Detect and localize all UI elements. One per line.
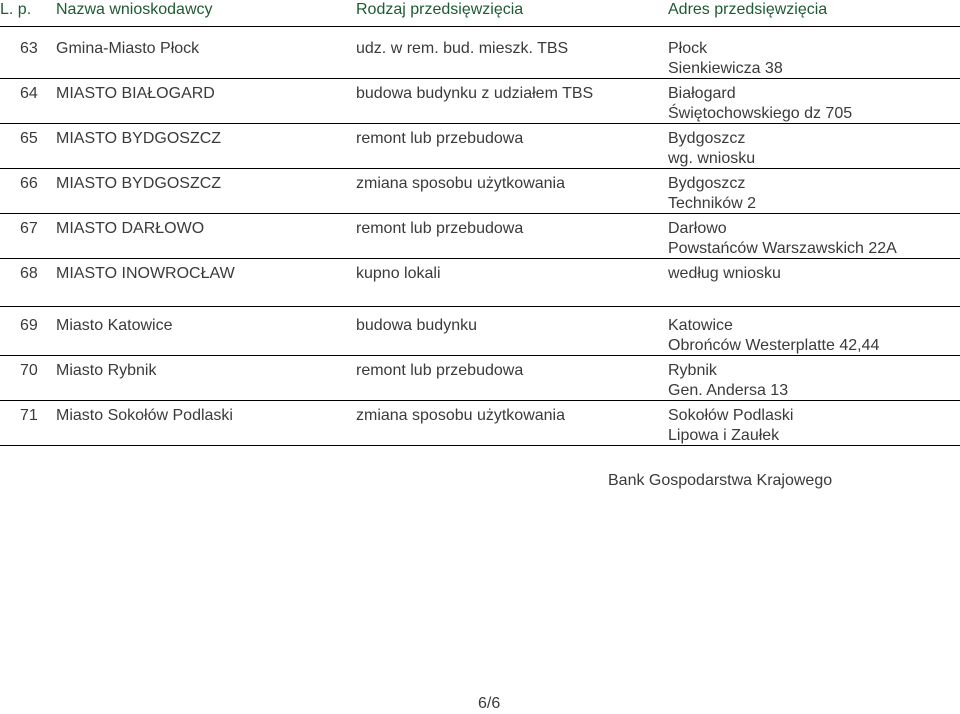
row-type: zmiana sposobu użytkowania (356, 175, 566, 192)
row-name: MIASTO BYDGOSZCZ (56, 130, 222, 147)
row-address-city: Rybnik (668, 362, 717, 379)
header-divider (0, 26, 960, 27)
row-address-street: Świętochowskiego dz 705 (668, 105, 853, 122)
table-row (0, 261, 960, 309)
row-type: remont lub przebudowa (356, 130, 524, 147)
table-row (0, 81, 960, 126)
row-lp: 63 (20, 40, 38, 57)
row-address (668, 39, 783, 79)
row-name: MIASTO DARŁOWO (56, 220, 205, 237)
row-lp: 68 (20, 265, 38, 282)
row-address-city: Białogard (668, 85, 736, 102)
row-address (668, 316, 879, 356)
row-type: budowa budynku z udziałem TBS (356, 85, 594, 102)
table-body (0, 36, 960, 448)
row-address (668, 129, 755, 169)
row-type: remont lub przebudowa (356, 220, 524, 237)
row-lp: 70 (20, 362, 38, 379)
row-address-street: Sienkiewicza 38 (668, 60, 783, 77)
header-address: Adres przedsięwzięcia (668, 1, 828, 18)
row-lp: 69 (20, 317, 38, 334)
row-address-city: Bydgoszcz (668, 175, 746, 192)
row-type: udz. w rem. bud. mieszk. TBS (356, 40, 569, 57)
header-name: Nazwa wnioskodawcy (56, 1, 213, 18)
table-row (0, 313, 960, 358)
row-lp: 64 (20, 85, 38, 102)
row-address-street: wg. wniosku (668, 150, 756, 167)
row-address-street: Gen. Andersa 13 (668, 382, 789, 399)
table-row (0, 171, 960, 216)
row-address (668, 174, 756, 214)
table-row (0, 358, 960, 403)
row-address-city: Bydgoszcz (668, 130, 746, 147)
row-lp: 67 (20, 220, 38, 237)
row-address-street: Lipowa i Zaułek (668, 427, 780, 444)
row-type: zmiana sposobu użytkowania (356, 407, 566, 424)
row-lp: 65 (20, 130, 38, 147)
row-address-city: Darłowo (668, 220, 727, 237)
row-address (668, 84, 852, 124)
row-address-city: Płock (668, 40, 708, 57)
row-address-city: Katowice (668, 317, 733, 334)
row-address (668, 361, 788, 401)
header-lp: L. p. (0, 1, 32, 18)
page-number: 6/6 (478, 695, 501, 712)
table-row (0, 126, 960, 171)
row-lp: 66 (20, 175, 38, 192)
row-address-street: Powstańców Warszawskich 22A (668, 240, 897, 257)
row-address (668, 264, 781, 284)
table-row (0, 403, 960, 448)
row-type: budowa budynku (356, 317, 477, 334)
table-row (0, 36, 960, 81)
header-type: Rodzaj przedsięwzięcia (356, 1, 524, 18)
row-address-city: Sokołów Podlaski (668, 407, 794, 424)
row-name: MIASTO BIAŁOGARD (56, 85, 215, 102)
table-row (0, 216, 960, 261)
row-type: remont lub przebudowa (356, 362, 524, 379)
row-address (668, 219, 897, 259)
row-type: kupno lokali (356, 265, 441, 282)
table-header (0, 0, 960, 24)
row-name: Miasto Sokołów Podlaski (56, 407, 233, 424)
bank-name: Bank Gospodarstwa Krajowego (608, 472, 833, 489)
row-address-street: Obrońców Westerplatte 42,44 (668, 337, 880, 354)
row-name: Miasto Katowice (56, 317, 173, 334)
row-address-street: Techników 2 (668, 195, 757, 212)
row-name: Miasto Rybnik (56, 362, 157, 379)
row-name: Gmina-Miasto Płock (56, 40, 200, 57)
row-name: MIASTO INOWROCŁAW (56, 265, 235, 282)
row-address-city: według wniosku (668, 265, 781, 282)
row-name: MIASTO BYDGOSZCZ (56, 175, 222, 192)
row-address (668, 406, 793, 446)
row-lp: 71 (20, 407, 38, 424)
